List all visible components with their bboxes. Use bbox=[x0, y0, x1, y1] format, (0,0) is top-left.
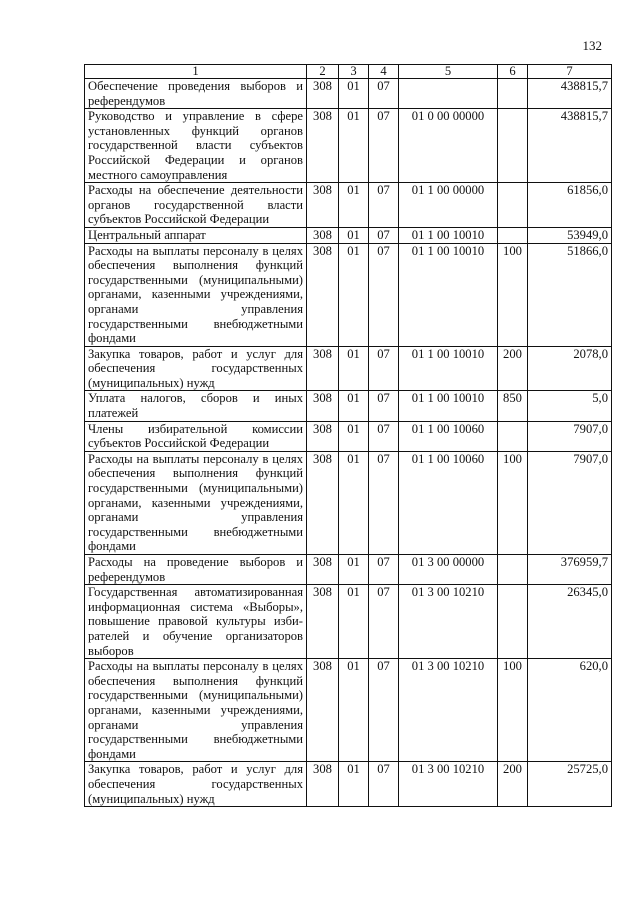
table-row bbox=[85, 79, 612, 109]
table-body bbox=[85, 79, 612, 807]
table-row bbox=[85, 421, 612, 451]
section-code: 01 bbox=[339, 243, 369, 346]
amount: 7907,0 bbox=[528, 421, 612, 451]
subsection-code: 07 bbox=[369, 109, 399, 183]
target-article-code: 01 1 00 10060 bbox=[399, 421, 498, 451]
section-code: 01 bbox=[339, 227, 369, 243]
table-row bbox=[85, 227, 612, 243]
table-row bbox=[85, 555, 612, 585]
section-code: 01 bbox=[339, 109, 369, 183]
ministry-code: 308 bbox=[307, 227, 339, 243]
expense-type-code bbox=[498, 555, 528, 585]
expense-name: Центральный аппарат bbox=[85, 227, 307, 243]
amount: 438815,7 bbox=[528, 109, 612, 183]
expense-type-code bbox=[498, 585, 528, 659]
expense-name: Обеспечение проведения выборов и референдумов bbox=[85, 79, 307, 109]
expense-name: Закупка товаров, работ и услуг для обеспечения государственных (муниципальных) нужд bbox=[85, 762, 307, 807]
target-article-code: 01 3 00 10210 bbox=[399, 659, 498, 762]
expense-type-code: 200 bbox=[498, 346, 528, 391]
section-code: 01 bbox=[339, 659, 369, 762]
amount: 25725,0 bbox=[528, 762, 612, 807]
expense-name: Члены избирательной комиссии субъектов Российской Федерации bbox=[85, 421, 307, 451]
page-number: 132 bbox=[582, 38, 602, 53]
expense-name: Руководство и управление в сфере установленных функций органов государственной власти субъектов Российской Федерации и органов местного самоуправления bbox=[85, 109, 307, 183]
subsection-code: 07 bbox=[369, 451, 399, 554]
target-article-code: 01 0 00 00000 bbox=[399, 109, 498, 183]
section-code: 01 bbox=[339, 762, 369, 807]
column-header: 6 bbox=[498, 65, 528, 79]
ministry-code: 308 bbox=[307, 762, 339, 807]
column-header: 7 bbox=[528, 65, 612, 79]
section-code: 01 bbox=[339, 585, 369, 659]
subsection-code: 07 bbox=[369, 227, 399, 243]
expense-type-code bbox=[498, 183, 528, 228]
expense-name: Государственная автоматизированная информационная система «Выборы», повышение правовой культуры избирателей и обучение организаторов выборов bbox=[85, 585, 307, 659]
expense-name: Расходы на выплаты персоналу в целях обеспечения выполнения функций государственными (муниципальными) органами, казенными учреждениями, органами управления государственными внебюджетными фондами bbox=[85, 659, 307, 762]
table-row bbox=[85, 762, 612, 807]
expense-type-code bbox=[498, 109, 528, 183]
amount: 2078,0 bbox=[528, 346, 612, 391]
amount: 438815,7 bbox=[528, 79, 612, 109]
ministry-code: 308 bbox=[307, 243, 339, 346]
table-row bbox=[85, 109, 612, 183]
ministry-code: 308 bbox=[307, 421, 339, 451]
table-row bbox=[85, 346, 612, 391]
section-code: 01 bbox=[339, 346, 369, 391]
table-row bbox=[85, 659, 612, 762]
amount: 26345,0 bbox=[528, 585, 612, 659]
subsection-code: 07 bbox=[369, 183, 399, 228]
table-row bbox=[85, 391, 612, 421]
target-article-code: 01 1 00 10010 bbox=[399, 346, 498, 391]
ministry-code: 308 bbox=[307, 451, 339, 554]
table-row bbox=[85, 183, 612, 228]
amount: 5,0 bbox=[528, 391, 612, 421]
amount: 376959,7 bbox=[528, 555, 612, 585]
budget-table bbox=[84, 64, 612, 807]
ministry-code: 308 bbox=[307, 555, 339, 585]
header-row bbox=[85, 65, 612, 79]
expense-name: Расходы на проведение выборов и референдумов bbox=[85, 555, 307, 585]
subsection-code: 07 bbox=[369, 79, 399, 109]
subsection-code: 07 bbox=[369, 421, 399, 451]
amount: 61856,0 bbox=[528, 183, 612, 228]
ministry-code: 308 bbox=[307, 183, 339, 228]
subsection-code: 07 bbox=[369, 585, 399, 659]
column-header: 4 bbox=[369, 65, 399, 79]
section-code: 01 bbox=[339, 79, 369, 109]
column-header: 2 bbox=[307, 65, 339, 79]
expense-name: Расходы на выплаты персоналу в целях обеспечения выполнения функций государственными (муниципальными) органами, казенными учреждениями, органами управления государственными внебюджетными фондами bbox=[85, 451, 307, 554]
section-code: 01 bbox=[339, 451, 369, 554]
expense-type-code: 100 bbox=[498, 243, 528, 346]
expense-name: Уплата налогов, сборов и иных платежей bbox=[85, 391, 307, 421]
subsection-code: 07 bbox=[369, 243, 399, 346]
expense-type-code: 100 bbox=[498, 451, 528, 554]
target-article-code: 01 1 00 10010 bbox=[399, 391, 498, 421]
ministry-code: 308 bbox=[307, 391, 339, 421]
expense-type-code bbox=[498, 421, 528, 451]
section-code: 01 bbox=[339, 555, 369, 585]
amount: 53949,0 bbox=[528, 227, 612, 243]
target-article-code: 01 1 00 10060 bbox=[399, 451, 498, 554]
ministry-code: 308 bbox=[307, 659, 339, 762]
table-row bbox=[85, 243, 612, 346]
subsection-code: 07 bbox=[369, 346, 399, 391]
ministry-code: 308 bbox=[307, 585, 339, 659]
ministry-code: 308 bbox=[307, 346, 339, 391]
target-article-code: 01 1 00 00000 bbox=[399, 183, 498, 228]
ministry-code: 308 bbox=[307, 79, 339, 109]
section-code: 01 bbox=[339, 421, 369, 451]
section-code: 01 bbox=[339, 183, 369, 228]
table-row bbox=[85, 585, 612, 659]
subsection-code: 07 bbox=[369, 762, 399, 807]
subsection-code: 07 bbox=[369, 555, 399, 585]
subsection-code: 07 bbox=[369, 659, 399, 762]
column-header: 5 bbox=[399, 65, 498, 79]
amount: 620,0 bbox=[528, 659, 612, 762]
target-article-code: 01 1 00 10010 bbox=[399, 243, 498, 346]
amount: 51866,0 bbox=[528, 243, 612, 346]
expense-type-code: 850 bbox=[498, 391, 528, 421]
target-article-code: 01 3 00 10210 bbox=[399, 762, 498, 807]
ministry-code: 308 bbox=[307, 109, 339, 183]
expense-name: Расходы на обеспечение деятельности органов государственной власти субъектов Российской Федерации bbox=[85, 183, 307, 228]
expense-name: Закупка товаров, работ и услуг для обеспечения государственных (муниципальных) нужд bbox=[85, 346, 307, 391]
column-header: 1 bbox=[85, 65, 307, 79]
expense-type-code: 100 bbox=[498, 659, 528, 762]
expense-type-code bbox=[498, 227, 528, 243]
expense-type-code: 200 bbox=[498, 762, 528, 807]
target-article-code bbox=[399, 79, 498, 109]
target-article-code: 01 3 00 10210 bbox=[399, 585, 498, 659]
column-header: 3 bbox=[339, 65, 369, 79]
expense-name: Расходы на выплаты персоналу в целях обеспечения выполнения функций государственными (муниципальными) органами, казенными учреждениями, органами управления государственными внебюджетными фондами bbox=[85, 243, 307, 346]
target-article-code: 01 3 00 00000 bbox=[399, 555, 498, 585]
table-row bbox=[85, 451, 612, 554]
expense-type-code bbox=[498, 79, 528, 109]
target-article-code: 01 1 00 10010 bbox=[399, 227, 498, 243]
amount: 7907,0 bbox=[528, 451, 612, 554]
subsection-code: 07 bbox=[369, 391, 399, 421]
section-code: 01 bbox=[339, 391, 369, 421]
